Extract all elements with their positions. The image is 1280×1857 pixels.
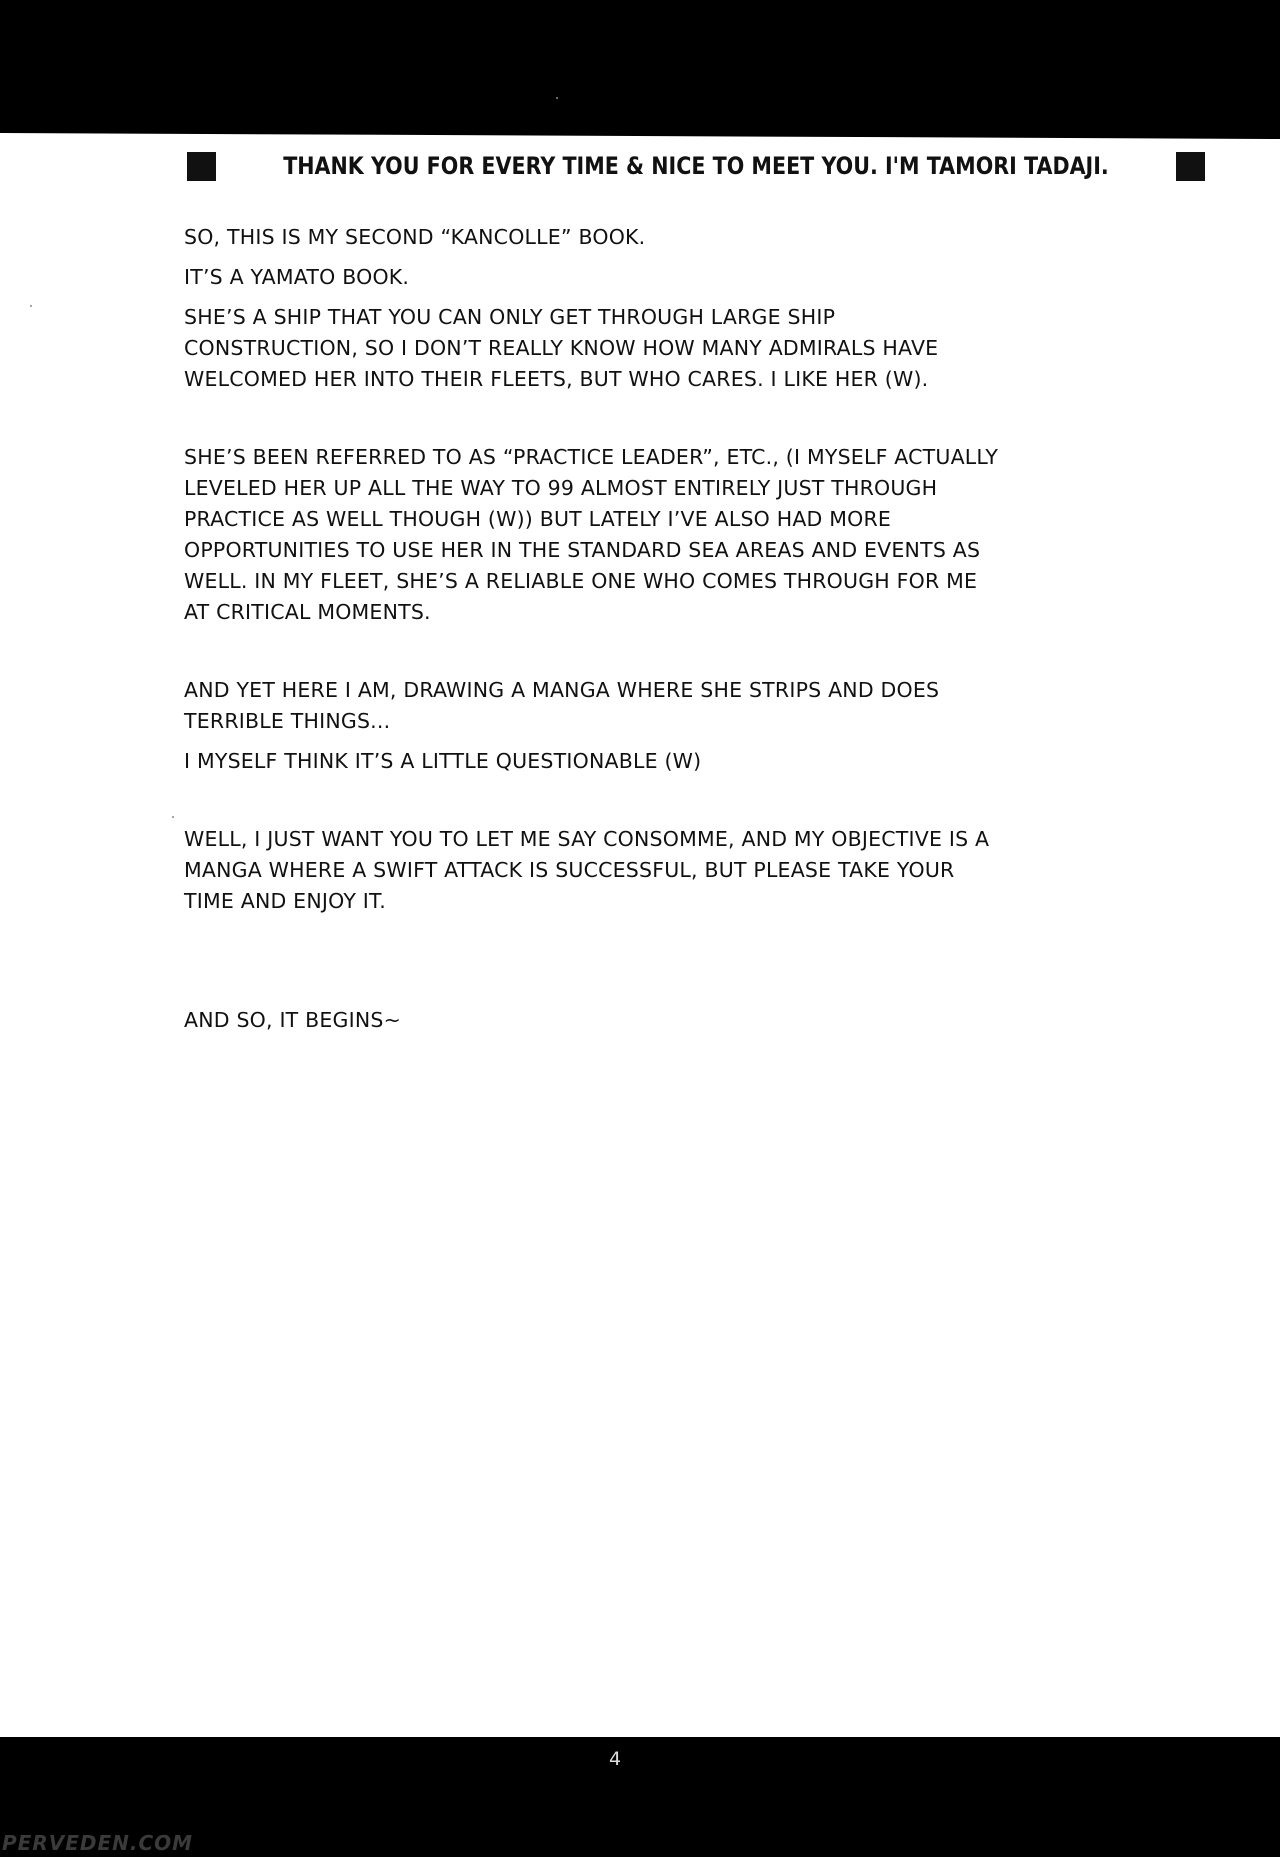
scan-speck	[30, 305, 32, 307]
top-black-border	[0, 0, 1280, 133]
black-square-icon	[1176, 152, 1205, 181]
heading-text: THANK YOU FOR EVERY TIME & NICE TO MEET YOU. I'M TAMORI TADAJI.	[283, 152, 1109, 180]
paragraph: AND YET HERE I AM, DRAWING A MANGA WHERE SHE STRIPS AND DOES TERRIBLE THINGS...	[184, 678, 940, 733]
paragraph: WELL, I JUST WANT YOU TO LET ME SAY CONSOMME, AND MY OBJECTIVE IS A MANGA WHERE A SWIFT ATTACK IS SUCCESSFUL, BUT PLEASE TAKE YOUR TIME AND ENJOY IT.	[184, 827, 990, 913]
paragraph: SO, THIS IS MY SECOND “KANCOLLE” BOOK.	[184, 225, 646, 249]
afterword-body	[184, 222, 1084, 1036]
page-number: 4	[608, 1748, 622, 1770]
site-watermark: PERVEDEN.COM	[2, 1831, 194, 1855]
page-heading	[187, 146, 1109, 186]
paragraph: AND SO, IT BEGINS~	[184, 1008, 401, 1032]
scan-speck	[556, 97, 558, 99]
paragraph: SHE’S A SHIP THAT YOU CAN ONLY GET THROUGH LARGE SHIP CONSTRUCTION, SO I DON’T REALLY KNOW HOW MANY ADMIRALS HAVE WELCOMED HER INTO THEIR FLEETS, BUT WHO CARES. I LIKE HER (W).	[184, 305, 939, 391]
paragraph: I MYSELF THINK IT’S A LITTLE QUESTIONABLE (W)	[184, 749, 702, 773]
black-square-icon	[187, 152, 216, 181]
scan-speck	[172, 816, 174, 818]
paragraph: SHE’S BEEN REFERRED TO AS “PRACTICE LEADER”, ETC., (I MYSELF ACTUALLY LEVELED HER UP ALL THE WAY TO 99 ALMOST ENTIRELY JUST THROUGH PRACTICE AS WELL THOUGH (W)) BUT LATELY I’VE ALSO HAD MORE OPPORTUNITIES TO USE HER IN THE STANDARD SEA AREAS AND EVENTS AS WELL. IN MY FLEET, SHE’S A RELIABLE ONE WHO COMES THROUGH FOR ME AT CRITICAL MOMENTS.	[184, 445, 999, 624]
paragraph: IT’S A YAMATO BOOK.	[184, 265, 410, 289]
